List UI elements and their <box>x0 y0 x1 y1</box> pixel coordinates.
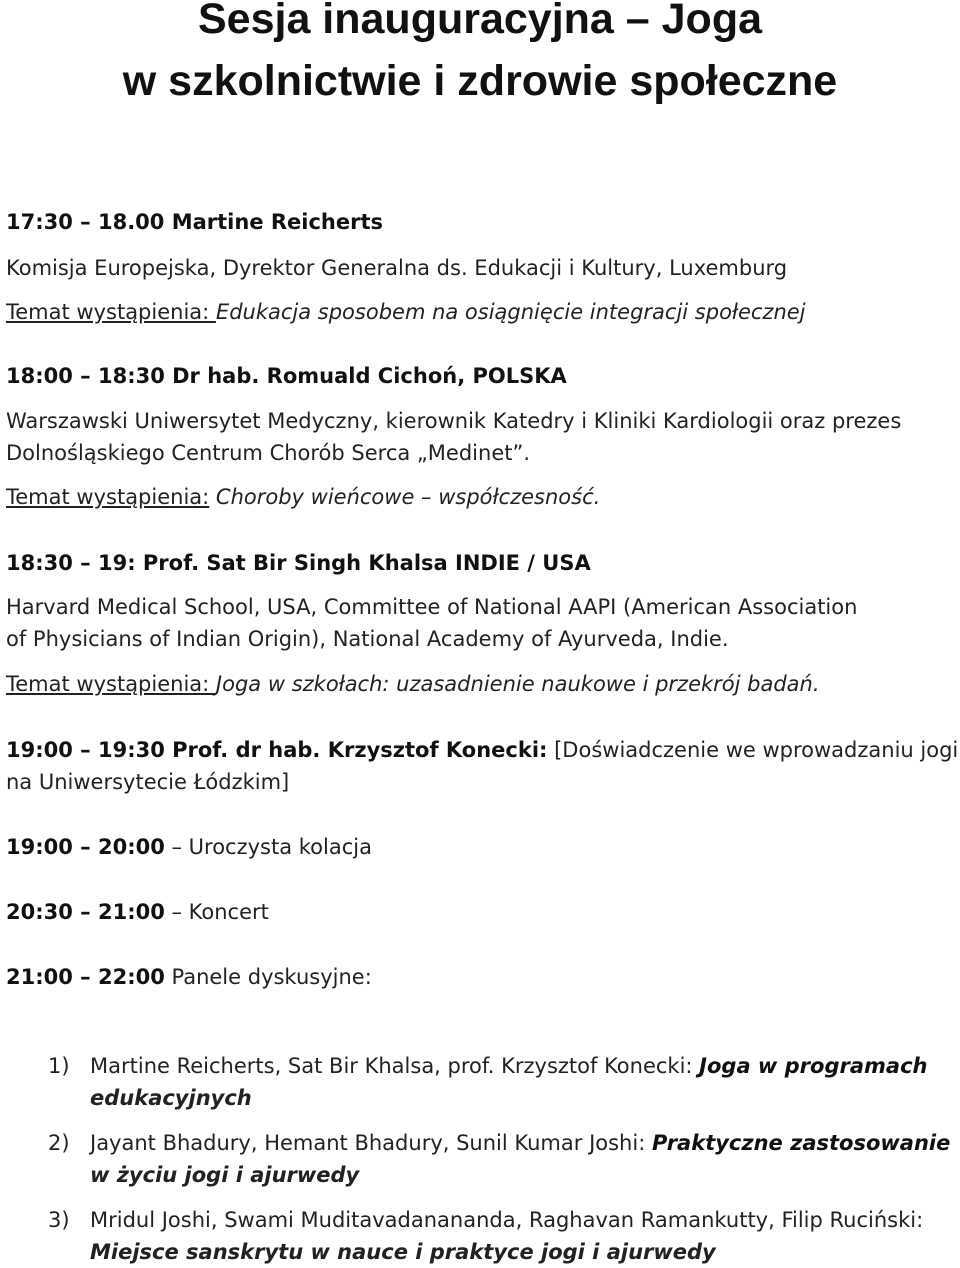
session-1-heading: 17:30 – 18.00 Martine Reicherts <box>6 210 384 234</box>
panel-2-line-2: w życiu jogi i ajurwedy <box>90 1163 360 1187</box>
session-3-affiliation-line-1: Harvard Medical School, USA, Committee of National AAPI (American Association <box>6 595 858 619</box>
topic-title: Joga w szkołach: uzasadnienie naukowe i przekrój badań. <box>215 672 820 696</box>
event-concert <box>6 896 269 928</box>
panel-topic: Praktyczne zastosowanie <box>651 1131 951 1155</box>
session-2-topic <box>6 481 600 513</box>
session-2-affiliation-line-2: Dolnośląskiego Centrum Chorób Serca „Medinet”. <box>6 441 531 465</box>
title-line-2: w szkolnictwie i zdrowie społeczne <box>122 57 838 105</box>
event-time: 19:00 – 20:00 <box>6 835 165 859</box>
topic-label: Temat wystąpienia: <box>6 485 210 509</box>
session-3-heading: 18:30 – 19: Prof. Sat Bir Singh Khalsa INDIE / USA <box>6 551 591 575</box>
event-time: 21:00 – 22:00 <box>6 965 165 989</box>
session-4-text: [Doświadczenie we wprowadzaniu jogi <box>547 738 959 762</box>
panel-3-line-2: Miejsce sanskrytu w nauce i praktyce jogi i ajurwedy <box>90 1240 716 1264</box>
panel-3-line-1 <box>90 1204 923 1236</box>
event-time: 20:30 – 21:00 <box>6 900 165 924</box>
session-2-affiliation-line-1: Warszawski Uniwersytet Medyczny, kierownik Katedry i Kliniki Kardiologii oraz prezes <box>6 409 902 433</box>
topic-title: Choroby wieńcowe – współczesność. <box>209 485 601 509</box>
session-2-heading: 18:00 – 18:30 Dr hab. Romuald Cichoń, POLSKA <box>6 364 567 388</box>
panel-3-number: 3) <box>48 1208 70 1232</box>
session-4-heading <box>6 734 958 766</box>
panel-1-number: 1) <box>48 1054 70 1078</box>
topic-title: Edukacja sposobem na osiągnięcie integracji społecznej <box>215 300 806 324</box>
session-3-topic <box>6 668 820 700</box>
event-panels <box>6 961 372 993</box>
session-4-title: 19:00 – 19:30 Prof. dr hab. Krzysztof Konecki: <box>6 738 548 762</box>
session-1-affiliation: Komisja Europejska, Dyrektor Generalna ds. Edukacji i Kultury, Luxemburg <box>6 256 788 280</box>
session-4-continuation: na Uniwersytecie Łódzkim] <box>6 770 290 794</box>
event-text: Panele dyskusyjne: <box>164 965 372 989</box>
panel-2-number: 2) <box>48 1131 70 1155</box>
session-3-affiliation-line-2: of Physicians of Indian Origin), National Academy of Ayurveda, Indie. <box>6 627 729 651</box>
panel-2-line-1 <box>90 1127 950 1159</box>
panel-1-line-1 <box>90 1050 927 1082</box>
title-line-1: Sesja inauguracyjna – Joga <box>197 0 763 43</box>
panel-speakers: Mridul Joshi, Swami Muditavadanananda, Raghavan Ramankutty, Filip Ruciński: <box>90 1208 924 1232</box>
topic-label: Temat wystąpienia: <box>6 672 216 696</box>
event-text: – Uroczysta kolacja <box>164 835 372 859</box>
event-dinner <box>6 831 372 863</box>
panel-speakers: Jayant Bhadury, Hemant Bhadury, Sunil Kumar Joshi: <box>90 1131 652 1155</box>
panel-1-line-2: edukacyjnych <box>90 1086 252 1110</box>
panel-speakers: Martine Reicherts, Sat Bir Khalsa, prof. Krzysztof Konecki: <box>90 1054 700 1078</box>
panel-topic: Joga w programach <box>699 1054 928 1078</box>
session-1-topic <box>6 296 806 328</box>
page-title <box>0 0 960 112</box>
event-text: – Koncert <box>164 900 269 924</box>
topic-label: Temat wystąpienia: <box>6 300 216 324</box>
